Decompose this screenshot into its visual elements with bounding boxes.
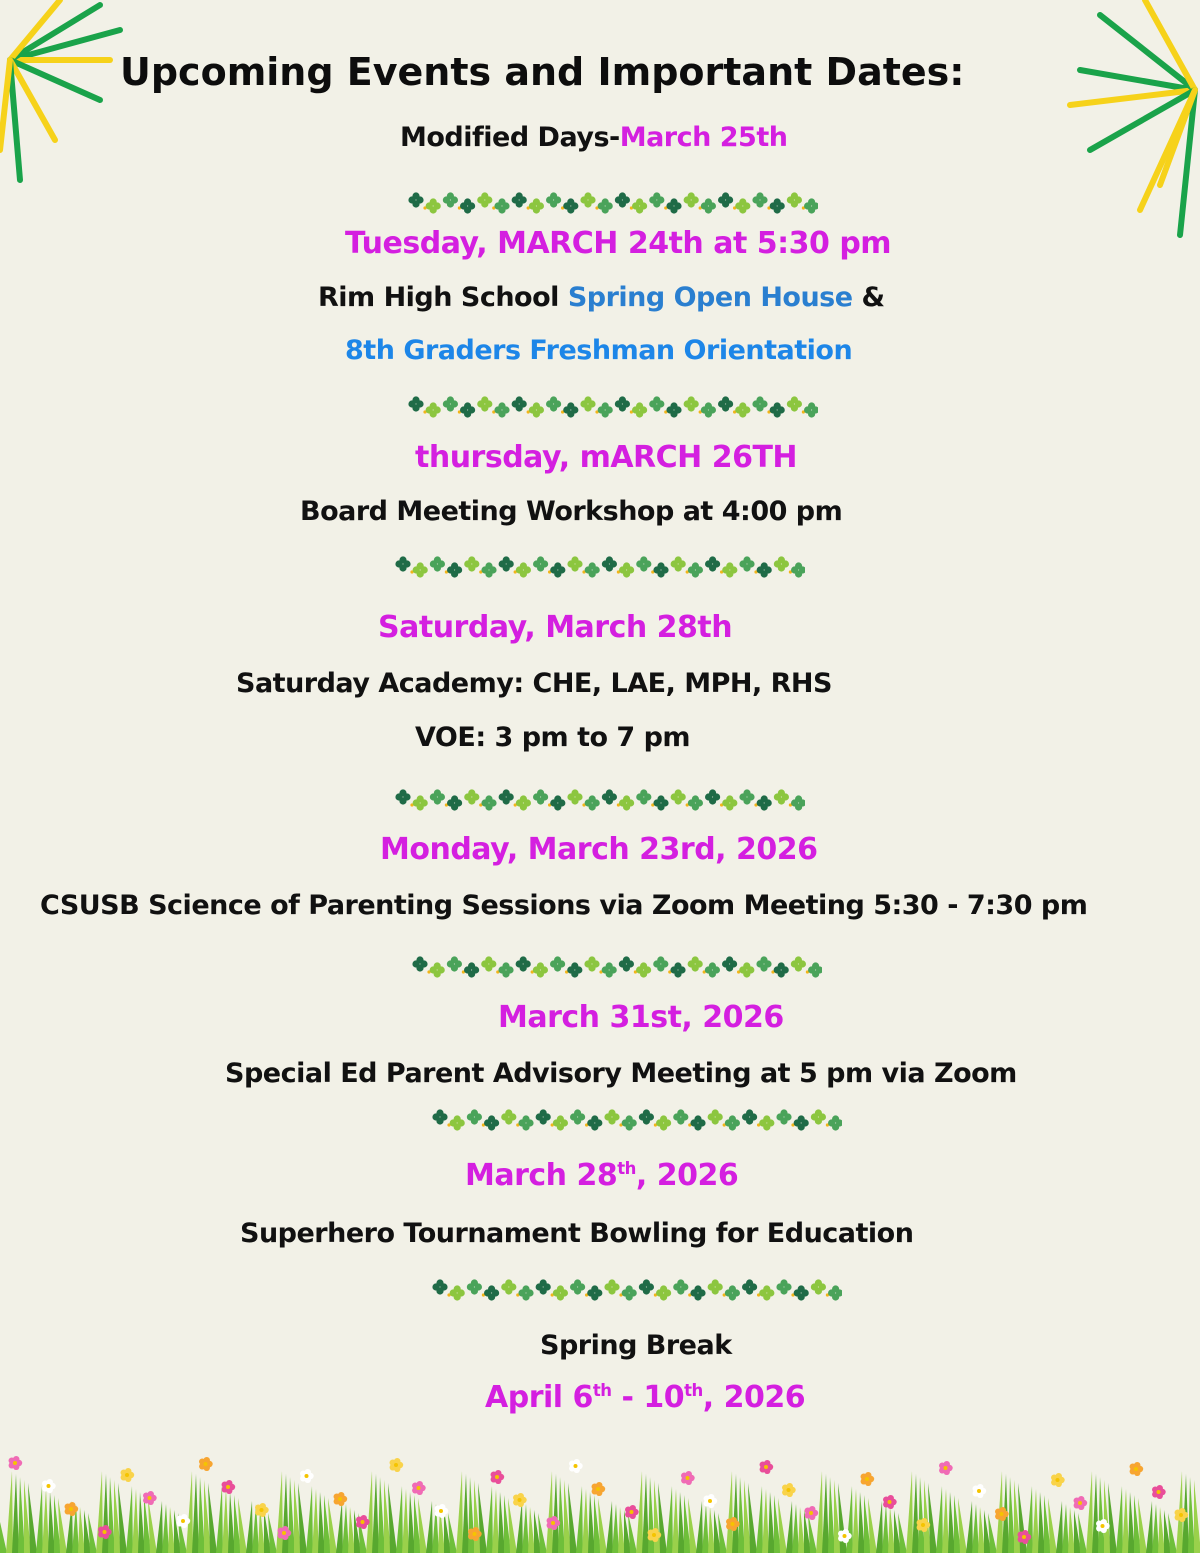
clover-divider [395, 785, 805, 815]
modified-days-line [400, 122, 787, 153]
date-start-ordinal: th [592, 1381, 612, 1400]
event-date-tuesday: Tuesday, MARCH 24th at 5:30 pm [345, 226, 892, 261]
clover-divider [432, 1275, 842, 1305]
modified-days-date: March 25th [619, 122, 788, 153]
open-house-label: Spring Open House [567, 282, 853, 313]
firework-burst-right [1060, 0, 1200, 240]
voe-hours-line: VOE: 3 pm to 7 pm [415, 722, 691, 753]
date-range-separator: - 10 [611, 1380, 685, 1415]
special-ed-meeting-line: Special Ed Parent Advisory Meeting at 5 pm via Zoom [225, 1058, 1017, 1089]
csusb-parenting-line: CSUSB Science of Parenting Sessions via Zoom Meeting 5:30 - 7:30 pm [40, 890, 1088, 921]
event-open-house-line [318, 282, 885, 313]
date-text: March 28 [465, 1158, 618, 1193]
event-date-march-28 [465, 1158, 738, 1193]
firework-burst-left [0, 0, 140, 200]
event-date-march-31: March 31st, 2026 [498, 1000, 784, 1035]
clover-divider [395, 552, 805, 582]
school-name: Rim High School [318, 282, 568, 313]
clover-divider [408, 392, 818, 422]
freshman-orientation-label: 8th Graders Freshman Orientation [345, 335, 853, 366]
clover-divider [412, 952, 822, 982]
modified-days-label: Modified Days- [400, 122, 620, 153]
clover-divider [432, 1105, 842, 1135]
date-start: April 6 [485, 1380, 593, 1415]
bowling-event-line: Superhero Tournament Bowling for Education [240, 1218, 914, 1249]
date-ordinal: th [617, 1159, 636, 1178]
event-date-thursday: thursday, mARCH 26TH [415, 440, 798, 475]
board-meeting-line: Board Meeting Workshop at 4:00 pm [300, 496, 843, 527]
date-year: , 2026 [702, 1380, 806, 1415]
spring-break-title: Spring Break [540, 1330, 732, 1361]
saturday-academy-line: Saturday Academy: CHE, LAE, MPH, RHS [236, 668, 832, 699]
event-date-monday: Monday, March 23rd, 2026 [380, 832, 818, 867]
ampersand: & [852, 282, 885, 313]
page-title: Upcoming Events and Important Dates: [120, 50, 965, 94]
date-year: , 2026 [635, 1158, 739, 1193]
event-date-saturday: Saturday, March 28th [378, 610, 733, 645]
spring-break-dates [485, 1380, 805, 1415]
clover-divider [408, 188, 818, 218]
date-end-ordinal: th [684, 1381, 703, 1400]
grass-flowers-border [0, 1433, 1200, 1553]
